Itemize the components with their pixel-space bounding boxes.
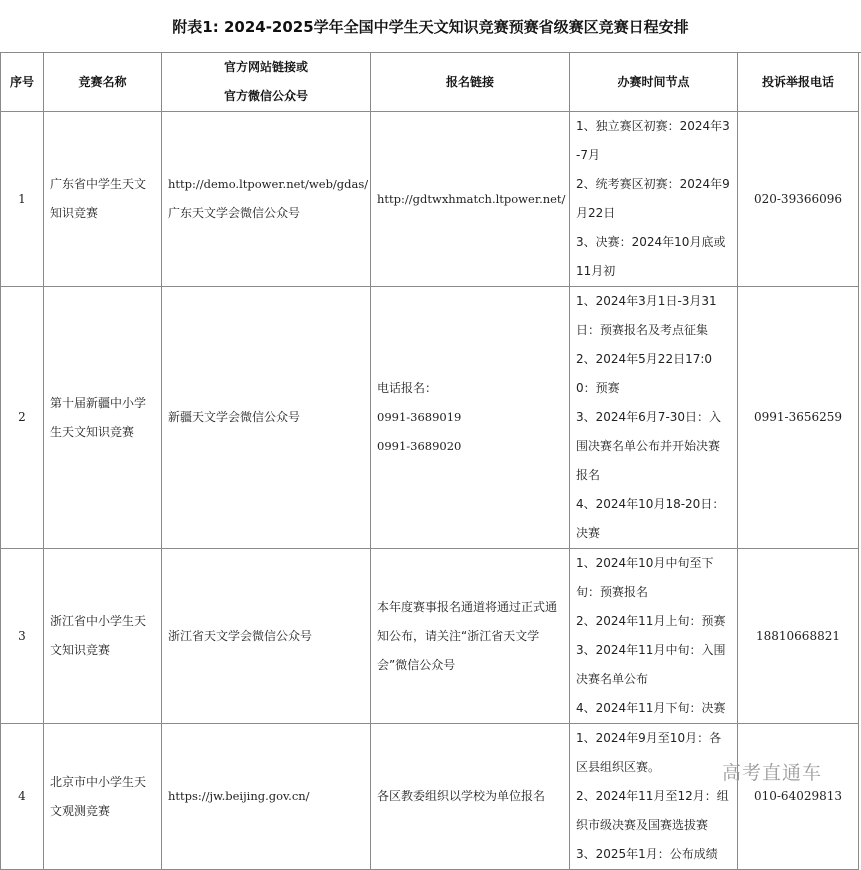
schedule-item: 3、2025年1月：公布成绩: [576, 847, 718, 861]
schedule-table: [0, 52, 859, 870]
schedule-item: 3、决赛：2024年10月底或11月初: [576, 235, 726, 278]
competition-name: [44, 287, 162, 549]
header-no: 序号: [1, 53, 44, 112]
schedule-item: 2、2024年5月22日17:00：预赛: [576, 352, 713, 395]
schedule-item: 4、2024年10月18-20日：决赛: [576, 497, 725, 540]
competition-name-text: 广东省中学生天文知识竞赛: [50, 177, 147, 220]
official-site-wechat: 浙江省天文学会微信公众号: [168, 628, 313, 643]
competition-name-text: 第十届新疆中小学生天文知识竞赛: [50, 395, 147, 439]
official-site-link[interactable]: https://jw.beijing.gov.cn/: [168, 789, 310, 803]
registration-phone: 0991-3689020: [377, 439, 462, 453]
complaint-phone: 010-64029813: [738, 724, 859, 870]
row-number: 2: [1, 287, 44, 549]
table-row: [1, 287, 859, 549]
registration-note: 各区教委组织以学校为单位报名: [377, 789, 546, 803]
registration-phone: 0991-3689019: [377, 410, 462, 424]
official-site-cell: [162, 112, 371, 287]
registration-note: 本年度赛事报名通道将通过正式通知公布，请关注“浙江省天文学会”微信公众号: [377, 599, 558, 672]
table-row: [1, 724, 859, 870]
competition-name-text: 北京市中小学生天文观测竞赛: [50, 774, 147, 818]
table-row: [1, 112, 859, 287]
registration-cell: [371, 549, 570, 724]
schedule-item: 3、2024年11月中旬：入围决赛名单公布: [576, 643, 726, 686]
row-number: 4: [1, 724, 44, 870]
complaint-phone: 18810668821: [738, 549, 859, 724]
header-time: 办赛时间节点: [570, 53, 738, 112]
official-site-cell: [162, 724, 371, 870]
official-site-cell: [162, 549, 371, 724]
header-reg: 报名链接: [371, 53, 570, 112]
competition-name: [44, 112, 162, 287]
header-name: 竞赛名称: [44, 53, 162, 112]
schedule-item: 2、2024年11月上旬：预赛: [576, 614, 726, 628]
official-site-link[interactable]: http://demo.ltpower.net/web/gdas/: [168, 177, 369, 191]
schedule-cell: [570, 287, 738, 549]
competition-name: [44, 549, 162, 724]
registration-cell: [371, 112, 570, 287]
row-number: 3: [1, 549, 44, 724]
official-site-cell: [162, 287, 371, 549]
schedule-cell: [570, 724, 738, 870]
header-phone: 投诉举报电话: [738, 53, 859, 112]
schedule-item: 1、2024年3月1日-3月31日：预赛报名及考点征集: [576, 294, 717, 337]
header-site: [162, 53, 371, 112]
competition-name-text: 浙江省中小学生天文知识竞赛: [50, 614, 147, 657]
registration-link[interactable]: http://gdtwxhmatch.ltpower.net/: [377, 191, 566, 206]
header-site-line2: 官方微信公众号: [223, 89, 308, 103]
schedule-item: 4、2024年11月下旬：决赛: [576, 701, 726, 715]
header-site-line1: 官方网站链接或: [223, 60, 308, 74]
watermark-text: 高考直通车: [722, 762, 823, 784]
official-site-wechat: 新疆天文学会微信公众号: [168, 410, 301, 424]
complaint-phone: 0991-3656259: [738, 287, 859, 549]
registration-cell: [371, 724, 570, 870]
schedule-item: 1、独立赛区初赛：2024年3-7月: [576, 119, 730, 162]
table-header-row: [1, 53, 859, 112]
table-row: [1, 549, 859, 724]
schedule-item: 3、2024年6月7-30日：入围决赛名单公布并开始决赛报名: [576, 410, 722, 482]
schedule-cell: [570, 112, 738, 287]
official-site-wechat: 广东天文学会微信公众号: [168, 206, 301, 220]
registration-label: 电话报名：: [377, 381, 438, 395]
complaint-phone: 020-39366096: [738, 112, 859, 287]
registration-cell: [371, 287, 570, 549]
competition-name: [44, 724, 162, 870]
row-number: 1: [1, 112, 44, 287]
schedule-item: 1、2024年9月至10月：各区县组织区赛。: [576, 731, 722, 774]
schedule-cell: [570, 549, 738, 724]
schedule-item: 1、2024年10月中旬至下旬：预赛报名: [576, 556, 714, 599]
schedule-item: 2、2024年11月至12月：组织市级决赛及国赛选拔赛: [576, 789, 729, 832]
page-title: 附表1: 2024-2025学年全国中学生天文知识竞赛预赛省级赛区竞赛日程安排: [0, 0, 861, 53]
schedule-item: 2、统考赛区初赛：2024年9月22日: [576, 177, 730, 220]
